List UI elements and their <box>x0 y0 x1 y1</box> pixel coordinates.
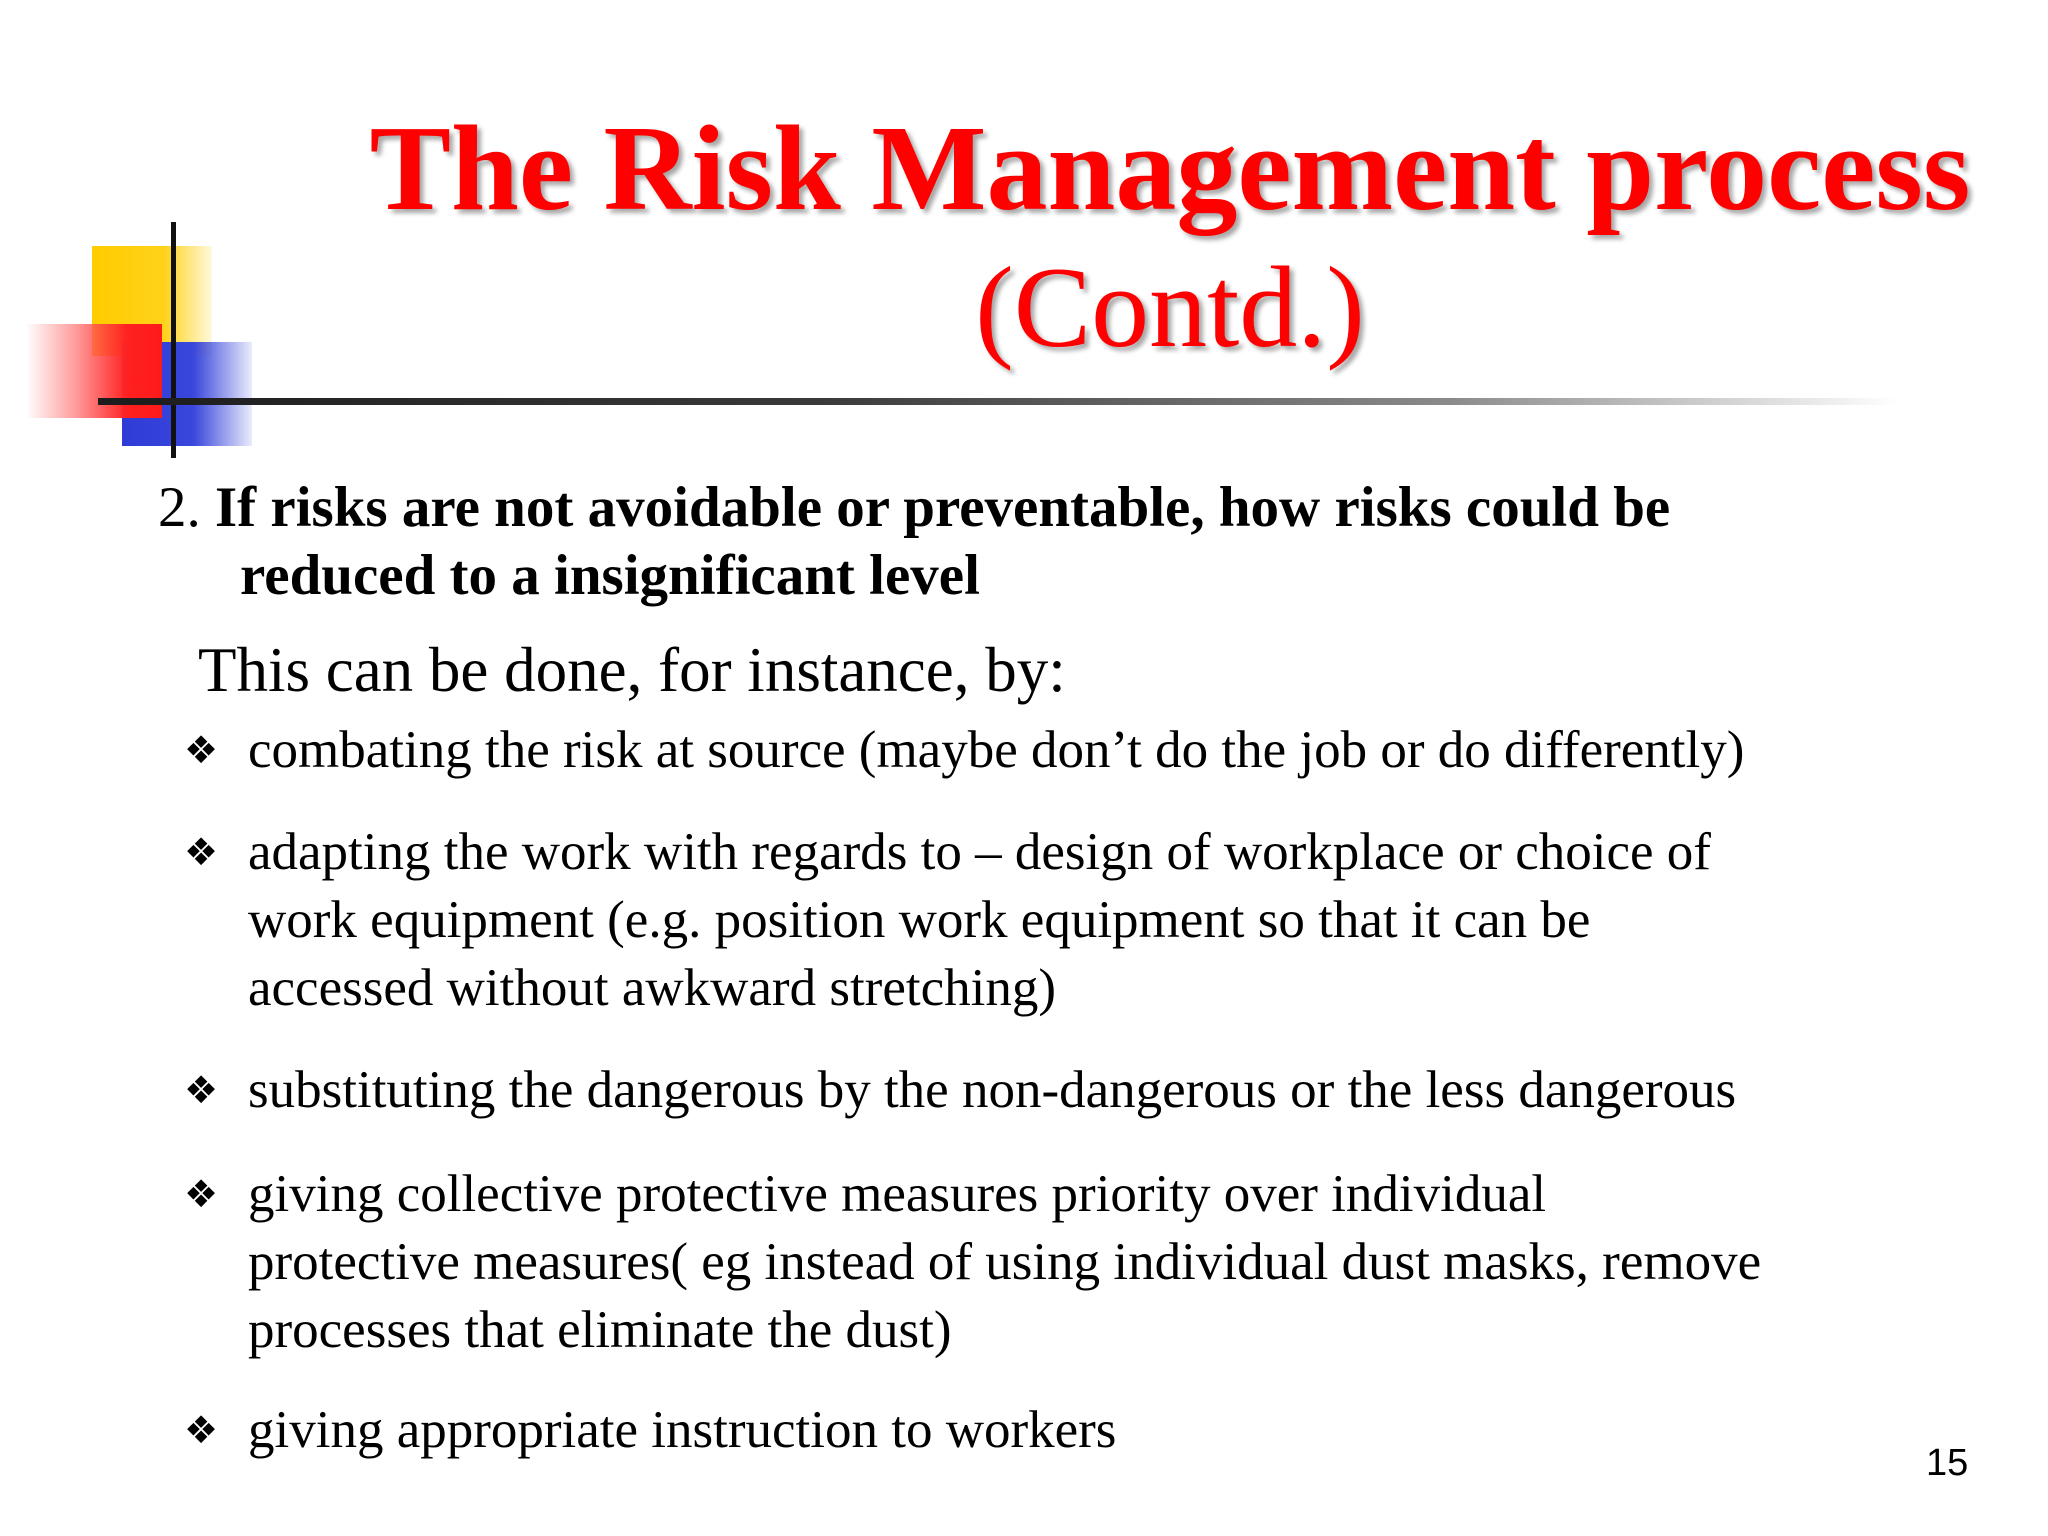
slide-title <box>330 101 2010 372</box>
intro-text: This can be done, for instance, by: <box>198 635 1066 705</box>
slide-title-line2: (Contd.) <box>975 244 1365 372</box>
slide-title-line1: The Risk Management process <box>369 101 1971 236</box>
bullet-item <box>184 818 1904 1022</box>
bullet-text-line: adapting the work with regards to – design of workplace or choice of <box>248 823 1711 881</box>
bullet-text-line: giving collective protective measures priority over individual <box>248 1165 1547 1223</box>
four-diamond-bullet-icon: ❖ <box>184 1408 219 1452</box>
bullet-text-line: processes that eliminate the dust) <box>248 1301 952 1359</box>
item-heading-line2: reduced to a insignificant level <box>240 544 980 607</box>
bullet-text-line: combating the risk at source (maybe don’t do the job or do differently) <box>248 721 1745 779</box>
numbered-item-heading <box>158 474 1858 610</box>
four-diamond-bullet-icon: ❖ <box>184 1068 219 1112</box>
bullet-text-line: protective measures( eg instead of using individual dust masks, remove <box>248 1233 1762 1291</box>
bullet-text-line: substituting the dangerous by the non-dangerous or the less dangerous <box>248 1061 1737 1119</box>
item-number: 2. <box>158 476 201 539</box>
bullet-item <box>184 1056 1904 1124</box>
bullet-text-line: work equipment (e.g. position work equipment so that it can be <box>248 891 1591 949</box>
four-diamond-bullet-icon: ❖ <box>184 1172 219 1216</box>
bullet-item <box>184 1160 1904 1364</box>
title-divider-line <box>98 398 1898 405</box>
bullet-text-line: giving appropriate instruction to workers <box>248 1401 1117 1459</box>
bullet-text-line: accessed without awkward stretching) <box>248 959 1056 1017</box>
four-diamond-bullet-icon: ❖ <box>184 830 219 874</box>
page-number: 15 <box>1926 1442 1969 1484</box>
decorative-vertical-line <box>171 222 176 458</box>
four-diamond-bullet-icon: ❖ <box>184 728 219 772</box>
item-heading-line1: If risks are not avoidable or preventable, how risks could be <box>215 476 1671 539</box>
bullet-item <box>184 716 1904 784</box>
bullet-item <box>184 1396 1904 1464</box>
